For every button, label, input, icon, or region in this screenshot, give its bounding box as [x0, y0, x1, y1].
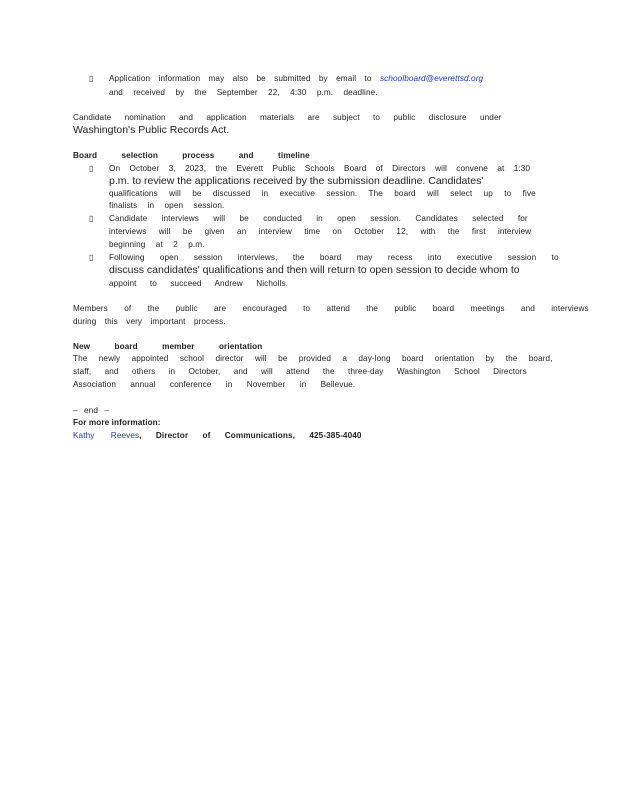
timeline-b3-line1: Following open session interviews, the board may recess into executive session to	[109, 253, 559, 262]
orientation-heading: New board member orientation	[73, 342, 263, 351]
timeline-b1-line1: On October 3, 2023, the Everett Public Schools Board of Directors will convene at 1:30	[109, 164, 531, 173]
orientation-line1: The newly appointed school director will be provided a day-long board orientation by the board,	[73, 354, 553, 363]
public-line2: during this very important process.	[73, 317, 226, 326]
timeline-b1-line4: finalists in open session.	[109, 201, 225, 210]
bullet-icon: ▯	[89, 164, 94, 173]
bullet-icon: ▯	[89, 74, 94, 83]
timeline-b2-line1: Candidate interviews will be conducted in open session. Candidates selected for	[109, 214, 528, 223]
orientation-line2: staff, and others in October, and will attend the three-day Washington School Directors	[73, 367, 527, 376]
timeline-b1-line2: p.m. to review the applications received by the submission deadline. Candidates'	[109, 175, 484, 187]
email-link[interactable]: schoolboard@everettsd.org	[379, 74, 484, 83]
more-info-label: For more information:	[73, 418, 161, 427]
timeline-b2-line2: interviews will be given an interview time on October 12, with the first interview	[109, 227, 532, 236]
disclosure-line: Candidate nomination and application materials are subject to public disclosure under	[73, 113, 502, 122]
contact-details: , Director of Communications, 425-385-4040	[139, 431, 362, 440]
bullet-icon: ▯	[89, 214, 94, 223]
email-info-line	[109, 74, 483, 83]
timeline-b2-line3: beginning at 2 p.m.	[109, 240, 205, 249]
contact-line	[73, 431, 362, 440]
timeline-b1-line3: qualifications will be discussed in executive session. The board will select up to five	[109, 189, 536, 198]
bullet-icon: ▯	[89, 253, 94, 262]
deadline-line: and received by the September 22, 4:30 p.m. deadline.	[109, 88, 378, 97]
email-info-text: Application information may also be submitted by email to	[109, 74, 372, 83]
timeline-b3-line3: appoint to succeed Andrew Nicholls.	[109, 279, 289, 288]
timeline-b3-line2: discuss candidates' qualifications and then will return to open session to decide whom to	[109, 264, 520, 276]
selection-heading: Board selection process and timeline	[73, 151, 310, 160]
contact-name-link[interactable]: Kathy Reeves	[73, 431, 140, 440]
public-line1: Members of the public are encouraged to attend the public board meetings and interviews	[73, 304, 589, 313]
orientation-line3: Association annual conference in November in Bellevue.	[73, 380, 356, 389]
end-marker: – end –	[73, 406, 110, 415]
disclosure-line-2: Washington's Public Records Act.	[73, 124, 230, 136]
